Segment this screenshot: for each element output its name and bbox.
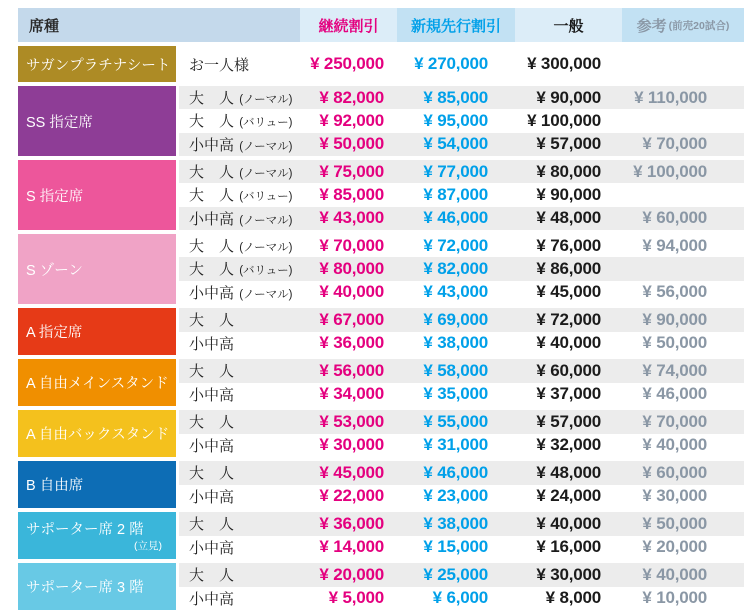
price-renewal-discount: ¥ 70,000 [319, 235, 384, 255]
price-general: ¥ 300,000 [527, 54, 601, 73]
price-general: ¥ 24,000 [536, 486, 601, 506]
seat-group-name: A 指定席 [26, 325, 83, 341]
seat-group [18, 359, 744, 406]
price-general: ¥ 37,000 [536, 384, 601, 404]
price-reference: ¥ 90,000 [642, 309, 707, 329]
category-cell [179, 462, 300, 483]
price-row [179, 383, 744, 407]
price-new-advance-discount: ¥ 85,000 [423, 87, 488, 107]
category-name: 小中高 [189, 437, 235, 455]
price-reference: ¥ 60,000 [642, 462, 707, 482]
category-name: 大 人 [189, 363, 235, 381]
header-seat-type: 席種 [18, 8, 300, 42]
price-reference: ¥ 30,000 [642, 486, 707, 506]
price-renewal-discount: ¥ 43,000 [319, 208, 384, 228]
category-qualifier: (ノーマル) [239, 94, 293, 107]
price-row [179, 587, 744, 610]
price-general: ¥ 8,000 [545, 588, 601, 608]
price-renewal-discount: ¥ 56,000 [319, 360, 384, 380]
category-name: 大 人 [189, 90, 235, 108]
category-cell [179, 486, 300, 507]
category-name: 大 人 [189, 516, 235, 534]
category-name: 大 人 [189, 187, 235, 205]
price-general: ¥ 30,000 [536, 564, 601, 584]
category-name: 小中高 [189, 386, 235, 404]
seat-group [18, 160, 744, 230]
price-general: ¥ 57,000 [536, 134, 601, 154]
category-name: 小中高 [189, 335, 235, 353]
category-name: 小中高 [189, 210, 235, 228]
price-reference: ¥ 56,000 [642, 282, 707, 302]
category-cell [179, 309, 300, 330]
category-cell [179, 435, 300, 456]
header-reference-label: 参考 [636, 17, 667, 35]
seat-group [18, 512, 744, 559]
price-new-advance-discount: ¥ 58,000 [423, 360, 488, 380]
price-renewal-discount: ¥ 250,000 [310, 54, 384, 73]
price-new-advance-discount: ¥ 77,000 [423, 161, 488, 181]
category-cell [179, 258, 300, 279]
seat-group-rows [179, 512, 744, 559]
price-general: ¥ 16,000 [536, 537, 601, 557]
price-new-advance-discount: ¥ 38,000 [423, 333, 488, 353]
seat-group [18, 308, 744, 355]
price-new-advance-discount: ¥ 87,000 [423, 184, 488, 204]
price-general: ¥ 60,000 [536, 360, 601, 380]
price-renewal-discount: ¥ 22,000 [319, 486, 384, 506]
seat-group-rows [179, 410, 744, 457]
price-reference: ¥ 20,000 [642, 537, 707, 557]
category-qualifier: (ノーマル) [239, 242, 293, 255]
seat-group-rows [179, 563, 744, 610]
category-name: 小中高 [189, 136, 235, 154]
price-row [179, 257, 744, 280]
seat-group-note: (立見) [134, 540, 162, 552]
price-row [179, 46, 744, 82]
seat-group-rows [179, 308, 744, 355]
category-name: 大 人 [189, 465, 235, 483]
price-general: ¥ 40,000 [536, 333, 601, 353]
price-renewal-discount: ¥ 34,000 [319, 384, 384, 404]
category-name: 大 人 [189, 261, 235, 279]
seat-group-label [18, 461, 176, 508]
price-reference: ¥ 60,000 [642, 208, 707, 228]
seat-group [18, 563, 744, 610]
seat-group-name: B 自由席 [26, 478, 84, 494]
price-general: ¥ 72,000 [536, 309, 601, 329]
seat-group-label [18, 410, 176, 457]
price-general: ¥ 90,000 [536, 184, 601, 204]
seat-group-name: SS 指定席 [26, 114, 93, 131]
price-new-advance-discount: ¥ 46,000 [423, 462, 488, 482]
price-new-advance-discount: ¥ 72,000 [423, 235, 488, 255]
seat-group-label [18, 563, 176, 610]
category-name: 大 人 [189, 238, 235, 256]
category-cell [179, 208, 300, 229]
price-row [179, 461, 744, 485]
price-row [179, 183, 744, 206]
price-row [179, 434, 744, 458]
price-general: ¥ 40,000 [536, 513, 601, 533]
price-reference: ¥ 50,000 [642, 333, 707, 353]
category-qualifier: (ノーマル) [239, 168, 293, 181]
category-qualifier: (バリュー) [239, 265, 293, 278]
price-reference: ¥ 110,000 [634, 87, 707, 107]
price-general: ¥ 32,000 [536, 435, 601, 455]
price-reference: ¥ 50,000 [642, 513, 707, 533]
price-renewal-discount: ¥ 50,000 [319, 134, 384, 154]
seat-group-rows [179, 160, 744, 230]
seat-group-name: S 指定席 [26, 188, 84, 205]
price-reference: ¥ 70,000 [642, 134, 707, 154]
price-general: ¥ 45,000 [536, 282, 601, 302]
seat-group-label [18, 512, 176, 559]
price-general: ¥ 76,000 [536, 235, 601, 255]
category-qualifier: (バリュー) [239, 117, 293, 130]
price-renewal-discount: ¥ 36,000 [319, 513, 384, 533]
seat-group-name: サガンプラチナシート [26, 57, 171, 74]
price-renewal-discount: ¥ 82,000 [319, 87, 384, 107]
price-renewal-discount: ¥ 85,000 [319, 184, 384, 204]
category-cell [179, 134, 300, 155]
price-row [179, 86, 744, 109]
price-new-advance-discount: ¥ 95,000 [423, 110, 488, 130]
price-renewal-discount: ¥ 36,000 [319, 333, 384, 353]
seat-group-rows [179, 234, 744, 304]
price-reference: ¥ 40,000 [642, 435, 707, 455]
category-cell [179, 384, 300, 405]
price-reference: ¥ 94,000 [642, 235, 707, 255]
price-renewal-discount: ¥ 40,000 [319, 282, 384, 302]
category-cell [179, 537, 300, 558]
price-renewal-discount: ¥ 92,000 [319, 110, 384, 130]
category-cell [179, 110, 300, 131]
price-renewal-discount: ¥ 75,000 [319, 161, 384, 181]
price-new-advance-discount: ¥ 43,000 [423, 282, 488, 302]
price-row [179, 281, 744, 304]
price-row [179, 536, 744, 560]
price-reference: ¥ 46,000 [642, 384, 707, 404]
seat-group-name: サポーター席 3 階 [26, 580, 144, 596]
category-qualifier: (バリュー) [239, 191, 293, 204]
category-cell [179, 588, 300, 609]
header-reference [622, 8, 744, 42]
category-qualifier: (ノーマル) [239, 214, 293, 227]
seat-group-name: サポーター席 2 階 [26, 522, 144, 538]
header-new-advance-discount: 新規先行割引 [397, 8, 515, 42]
price-row [179, 207, 744, 230]
price-new-advance-discount: ¥ 31,000 [423, 435, 488, 455]
header-general: 一般 [515, 8, 622, 42]
price-new-advance-discount: ¥ 270,000 [414, 54, 488, 73]
seat-group-label [18, 359, 176, 406]
seat-group-rows [179, 461, 744, 508]
category-cell [179, 161, 300, 182]
price-new-advance-discount: ¥ 15,000 [423, 537, 488, 557]
seat-group [18, 234, 744, 304]
header-reference-note: (前売20試合) [668, 19, 730, 32]
seat-group-rows [179, 359, 744, 406]
price-renewal-discount: ¥ 67,000 [319, 309, 384, 329]
category-name: 小中高 [189, 284, 235, 302]
price-reference: ¥ 74,000 [642, 360, 707, 380]
seat-group-label [18, 86, 176, 156]
category-qualifier: (ノーマル) [239, 140, 293, 153]
category-qualifier: (ノーマル) [239, 288, 293, 301]
category-name: 大 人 [189, 113, 235, 131]
price-renewal-discount: ¥ 45,000 [319, 462, 384, 482]
price-new-advance-discount: ¥ 23,000 [423, 486, 488, 506]
category-name: お一人様 [189, 56, 250, 74]
category-cell [179, 564, 300, 585]
price-renewal-discount: ¥ 20,000 [319, 564, 384, 584]
category-cell [179, 333, 300, 354]
category-name: 大 人 [189, 312, 235, 330]
price-general: ¥ 48,000 [536, 462, 601, 482]
price-new-advance-discount: ¥ 46,000 [423, 208, 488, 228]
price-row [179, 485, 744, 509]
price-reference: ¥ 40,000 [642, 564, 707, 584]
category-cell [179, 411, 300, 432]
category-cell [179, 87, 300, 108]
seat-group-name: A 自由バックスタンド [26, 427, 170, 443]
category-name: 小中高 [189, 590, 235, 608]
category-name: 小中高 [189, 539, 235, 557]
price-row [179, 359, 744, 383]
price-general: ¥ 90,000 [536, 87, 601, 107]
price-new-advance-discount: ¥ 69,000 [423, 309, 488, 329]
category-name: 小中高 [189, 488, 235, 506]
seat-group-name: S ゾーン [26, 262, 83, 279]
table-header [18, 8, 744, 42]
price-new-advance-discount: ¥ 38,000 [423, 513, 488, 533]
price-row [179, 410, 744, 434]
seat-group-rows [179, 46, 744, 82]
price-row [179, 133, 744, 156]
price-new-advance-discount: ¥ 82,000 [423, 258, 488, 278]
seat-group-label [18, 234, 176, 304]
category-cell [179, 184, 300, 205]
price-general: ¥ 100,000 [527, 110, 601, 130]
header-renewal-discount: 継続割引 [300, 8, 397, 42]
price-new-advance-discount: ¥ 55,000 [423, 411, 488, 431]
price-general: ¥ 57,000 [536, 411, 601, 431]
seat-group [18, 410, 744, 457]
seat-group-rows [179, 86, 744, 156]
category-cell [179, 54, 300, 75]
seat-group [18, 461, 744, 508]
price-general: ¥ 86,000 [536, 258, 601, 278]
category-cell [179, 513, 300, 534]
category-name: 大 人 [189, 164, 235, 182]
price-reference: ¥ 100,000 [633, 161, 707, 181]
price-reference: ¥ 70,000 [642, 411, 707, 431]
price-reference: ¥ 10,000 [642, 588, 707, 608]
seat-group-label [18, 308, 176, 355]
seat-group [18, 46, 744, 82]
price-row [179, 332, 744, 356]
price-general: ¥ 48,000 [536, 208, 601, 228]
price-renewal-discount: ¥ 80,000 [319, 258, 384, 278]
price-row [179, 563, 744, 587]
seat-group [18, 86, 744, 156]
seat-group-label [18, 46, 176, 82]
price-new-advance-discount: ¥ 35,000 [423, 384, 488, 404]
price-groups [18, 46, 744, 610]
category-cell [179, 235, 300, 256]
price-new-advance-discount: ¥ 6,000 [432, 588, 488, 608]
category-cell [179, 360, 300, 381]
category-name: 大 人 [189, 567, 235, 585]
price-renewal-discount: ¥ 14,000 [319, 537, 384, 557]
price-row [179, 234, 744, 257]
category-cell [179, 282, 300, 303]
price-renewal-discount: ¥ 5,000 [328, 588, 384, 608]
seat-group-name: A 自由メインスタンド [26, 376, 169, 392]
price-row [179, 308, 744, 332]
price-row [179, 109, 744, 132]
price-row [179, 160, 744, 183]
price-row [179, 512, 744, 536]
seat-group-label [18, 160, 176, 230]
price-renewal-discount: ¥ 53,000 [319, 411, 384, 431]
price-new-advance-discount: ¥ 54,000 [423, 134, 488, 154]
category-name: 大 人 [189, 414, 235, 432]
price-renewal-discount: ¥ 30,000 [319, 435, 384, 455]
price-new-advance-discount: ¥ 25,000 [423, 564, 488, 584]
price-general: ¥ 80,000 [536, 161, 601, 181]
